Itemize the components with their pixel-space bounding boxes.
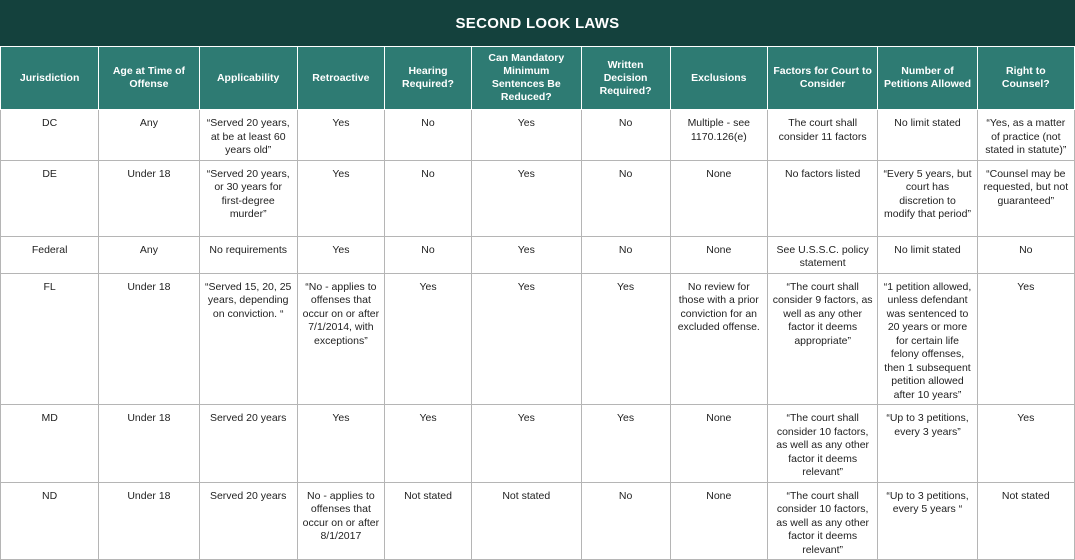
cell-applicability: Served 20 years <box>199 405 297 483</box>
table-row <box>1 273 1075 405</box>
cell-hearing: No <box>384 110 471 161</box>
cell-age: Any <box>99 110 199 161</box>
cell-applicability: “Served 20 years, at be at least 60 years old” <box>199 110 297 161</box>
table-title: SECOND LOOK LAWS <box>0 0 1075 46</box>
cell-petitions: No limit stated <box>878 110 977 161</box>
cell-petitions: No limit stated <box>878 236 977 273</box>
cell-jurisdiction: FL <box>1 273 99 405</box>
cell-counsel: No <box>977 236 1074 273</box>
cell-counsel: Not stated <box>977 482 1074 560</box>
cell-mandatory-minimum: Yes <box>472 273 581 405</box>
table-row <box>1 405 1075 483</box>
cell-written-decision: No <box>581 160 670 236</box>
cell-factors: “The court shall consider 10 factors, as well as any other factor it deems relevant” <box>767 482 877 560</box>
cell-hearing: No <box>384 160 471 236</box>
cell-mandatory-minimum: Yes <box>472 160 581 236</box>
cell-petitions: “Up to 3 petitions, every 5 years “ <box>878 482 977 560</box>
cell-factors: See U.S.S.C. policy statement <box>767 236 877 273</box>
header-jurisdiction: Jurisdiction <box>1 47 99 110</box>
table-row <box>1 482 1075 560</box>
cell-mandatory-minimum: Yes <box>472 405 581 483</box>
cell-age: Any <box>99 236 199 273</box>
cell-retroactive: No - applies to offenses that occur on or after 8/1/2017 <box>297 482 384 560</box>
cell-factors: “The court shall consider 10 factors, as well as any other factor it deems relevant” <box>767 405 877 483</box>
cell-counsel: Yes <box>977 273 1074 405</box>
cell-age: Under 18 <box>99 273 199 405</box>
cell-counsel: Yes <box>977 405 1074 483</box>
header-petitions: Number of Petitions Allowed <box>878 47 977 110</box>
cell-exclusions: No review for those with a prior conviction for an excluded offense. <box>670 273 767 405</box>
cell-age: Under 18 <box>99 160 199 236</box>
cell-applicability: No requirements <box>199 236 297 273</box>
cell-written-decision: No <box>581 236 670 273</box>
cell-jurisdiction: DE <box>1 160 99 236</box>
cell-retroactive: Yes <box>297 110 384 161</box>
cell-retroactive: Yes <box>297 236 384 273</box>
header-counsel: Right to Counsel? <box>977 47 1074 110</box>
header-written-decision: Written Decision Required? <box>581 47 670 110</box>
cell-factors: “The court shall consider 9 factors, as well as any other factor it deems appropriate” <box>767 273 877 405</box>
cell-retroactive: Yes <box>297 405 384 483</box>
cell-hearing: Yes <box>384 405 471 483</box>
cell-applicability: “Served 15, 20, 25 years, depending on conviction. “ <box>199 273 297 405</box>
cell-exclusions: None <box>670 482 767 560</box>
cell-age: Under 18 <box>99 482 199 560</box>
cell-petitions: “Every 5 years, but court has discretion to modify that period” <box>878 160 977 236</box>
cell-factors: The court shall consider 11 factors <box>767 110 877 161</box>
cell-exclusions: None <box>670 160 767 236</box>
cell-factors: No factors listed <box>767 160 877 236</box>
cell-mandatory-minimum: Yes <box>472 236 581 273</box>
header-exclusions: Exclusions <box>670 47 767 110</box>
cell-jurisdiction: ND <box>1 482 99 560</box>
cell-age: Under 18 <box>99 405 199 483</box>
cell-petitions: “1 petition allowed, unless defendant was sentenced to 20 years or more for certain life felony offenses, then 1 subsequent petition allowed after 10 years” <box>878 273 977 405</box>
cell-retroactive: Yes <box>297 160 384 236</box>
cell-written-decision: No <box>581 482 670 560</box>
cell-exclusions: None <box>670 405 767 483</box>
cell-hearing: Not stated <box>384 482 471 560</box>
header-factors: Factors for Court to Consider <box>767 47 877 110</box>
header-row <box>1 47 1075 110</box>
header-applicability: Applicability <box>199 47 297 110</box>
cell-jurisdiction: DC <box>1 110 99 161</box>
cell-applicability: Served 20 years <box>199 482 297 560</box>
cell-written-decision: Yes <box>581 405 670 483</box>
header-age: Age at Time of Offense <box>99 47 199 110</box>
cell-mandatory-minimum: Yes <box>472 110 581 161</box>
cell-hearing: No <box>384 236 471 273</box>
cell-written-decision: Yes <box>581 273 670 405</box>
cell-counsel: “Counsel may be requested, but not guaranteed” <box>977 160 1074 236</box>
cell-jurisdiction: Federal <box>1 236 99 273</box>
header-retroactive: Retroactive <box>297 47 384 110</box>
table-row <box>1 236 1075 273</box>
table-row <box>1 110 1075 161</box>
cell-petitions: “Up to 3 petitions, every 3 years” <box>878 405 977 483</box>
header-hearing: Hearing Required? <box>384 47 471 110</box>
table-row <box>1 160 1075 236</box>
cell-jurisdiction: MD <box>1 405 99 483</box>
cell-exclusions: Multiple - see 1170.126(e) <box>670 110 767 161</box>
cell-exclusions: None <box>670 236 767 273</box>
cell-retroactive: “No - applies to offenses that occur on or after 7/1/2014, with exceptions” <box>297 273 384 405</box>
cell-mandatory-minimum: Not stated <box>472 482 581 560</box>
cell-applicability: “Served 20 years, or 30 years for first-degree murder” <box>199 160 297 236</box>
header-mandatory-minimum: Can Mandatory Minimum Sentences Be Reduced? <box>472 47 581 110</box>
cell-written-decision: No <box>581 110 670 161</box>
cell-hearing: Yes <box>384 273 471 405</box>
cell-counsel: “Yes, as a matter of practice (not stated in statute)” <box>977 110 1074 161</box>
laws-table <box>0 46 1075 560</box>
